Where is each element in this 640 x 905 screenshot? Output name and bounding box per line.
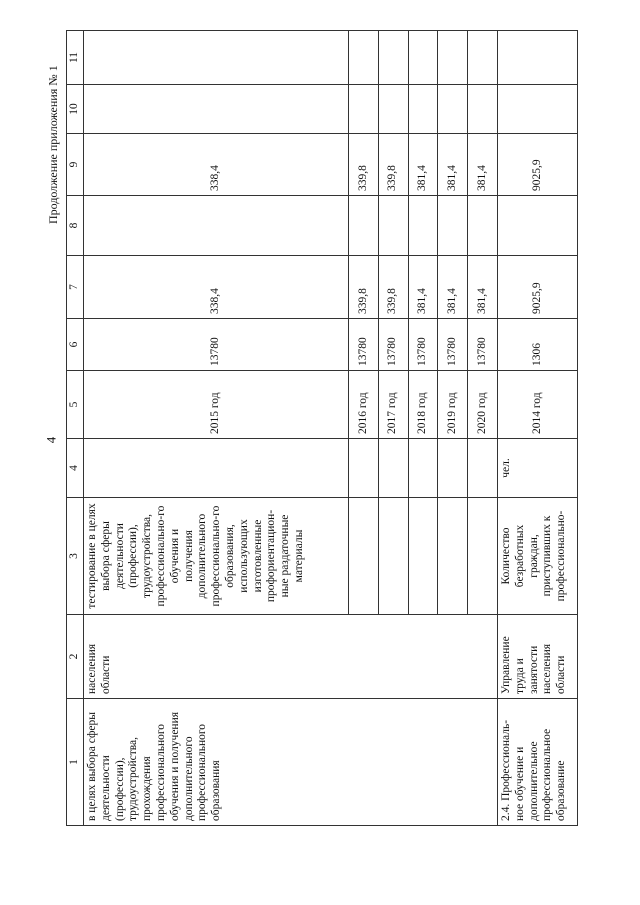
- col6-cell: 13780: [378, 319, 408, 371]
- col9-cell: 381,4: [408, 134, 438, 196]
- section-a-description: в целях выбора сферы деятельности (профессии), трудоустройства, прохождения профессионального обучения и получения дополнительного профессионального образования: [84, 699, 498, 826]
- col-header-10: 10: [67, 85, 84, 134]
- budget-table: [66, 30, 578, 826]
- col6-cell: 13780: [438, 319, 468, 371]
- col6-cell: 1306: [498, 319, 578, 371]
- section-a-indicator: тестирование в целях выбора сферы деятельности (профессии), трудоустройства, профессионально-го обучения и получения дополнительного профессионально-го образования, использующих изготовленные профориентацион-ные раздаточные материалы: [84, 498, 349, 615]
- col10-cell: [84, 85, 349, 134]
- year-cell: 2014 год: [498, 371, 578, 439]
- year-cell: 2016 год: [349, 371, 379, 439]
- col9-cell: 381,4: [438, 134, 468, 196]
- section-a-responsible: населения области: [84, 615, 498, 699]
- page-header-area: [16, 12, 62, 902]
- col6-cell: 13780: [349, 319, 379, 371]
- col-header-1: 1: [67, 699, 84, 826]
- col11-cell: [84, 31, 349, 85]
- col9-cell: 9025,9: [498, 134, 578, 196]
- year-cell: 2020 год: [468, 371, 498, 439]
- col9-cell: 339,8: [349, 134, 379, 196]
- year-cell: 2019 год: [438, 371, 468, 439]
- col6-cell: 13780: [408, 319, 438, 371]
- section-b-responsible: Управление труда и занятости населения области: [498, 615, 578, 699]
- col9-cell: 381,4: [468, 134, 498, 196]
- col-header-3: 3: [67, 498, 84, 615]
- col7-cell: 381,4: [468, 256, 498, 319]
- col-header-7: 7: [67, 256, 84, 319]
- section-a-main-row: [84, 31, 349, 826]
- section-b-indicator: Количество безработных граждан, приступивших к профессионально-: [498, 498, 578, 615]
- col-header-6: 6: [67, 319, 84, 371]
- year-cell: 2015 год: [84, 371, 349, 439]
- section-b-row: [498, 31, 578, 826]
- col-header-9: 9: [67, 134, 84, 196]
- budget-table-rotated: [66, 31, 578, 826]
- col-header-4: 4: [67, 439, 84, 498]
- col9-cell: 339,8: [378, 134, 408, 196]
- section-b-unit: чел.: [498, 439, 578, 498]
- col7-cell: 9025,9: [498, 256, 578, 319]
- col7-cell: 381,4: [408, 256, 438, 319]
- col-header-8: 8: [67, 196, 84, 256]
- header-row: [67, 31, 84, 826]
- col7-cell: 339,8: [349, 256, 379, 319]
- col7-cell: 381,4: [438, 256, 468, 319]
- col9-cell: 338,4: [84, 134, 349, 196]
- year-cell: 2018 год: [408, 371, 438, 439]
- col8-cell: [84, 196, 349, 256]
- section-a-unit: [84, 439, 349, 498]
- col6-cell: 13780: [468, 319, 498, 371]
- page-number: 4: [43, 436, 59, 444]
- col-header-11: 11: [67, 31, 84, 85]
- col-header-5: 5: [67, 371, 84, 439]
- section-b-description: 2.4. Профессиональ-ное обучение и дополнительное профессиональное образование: [498, 699, 578, 826]
- col7-cell: 339,8: [378, 256, 408, 319]
- col-header-2: 2: [67, 615, 84, 699]
- col7-cell: 338,4: [84, 256, 349, 319]
- year-cell: 2017 год: [378, 371, 408, 439]
- col6-cell: 13780: [84, 319, 349, 371]
- page-title: Продолжение приложения № 1: [46, 65, 60, 224]
